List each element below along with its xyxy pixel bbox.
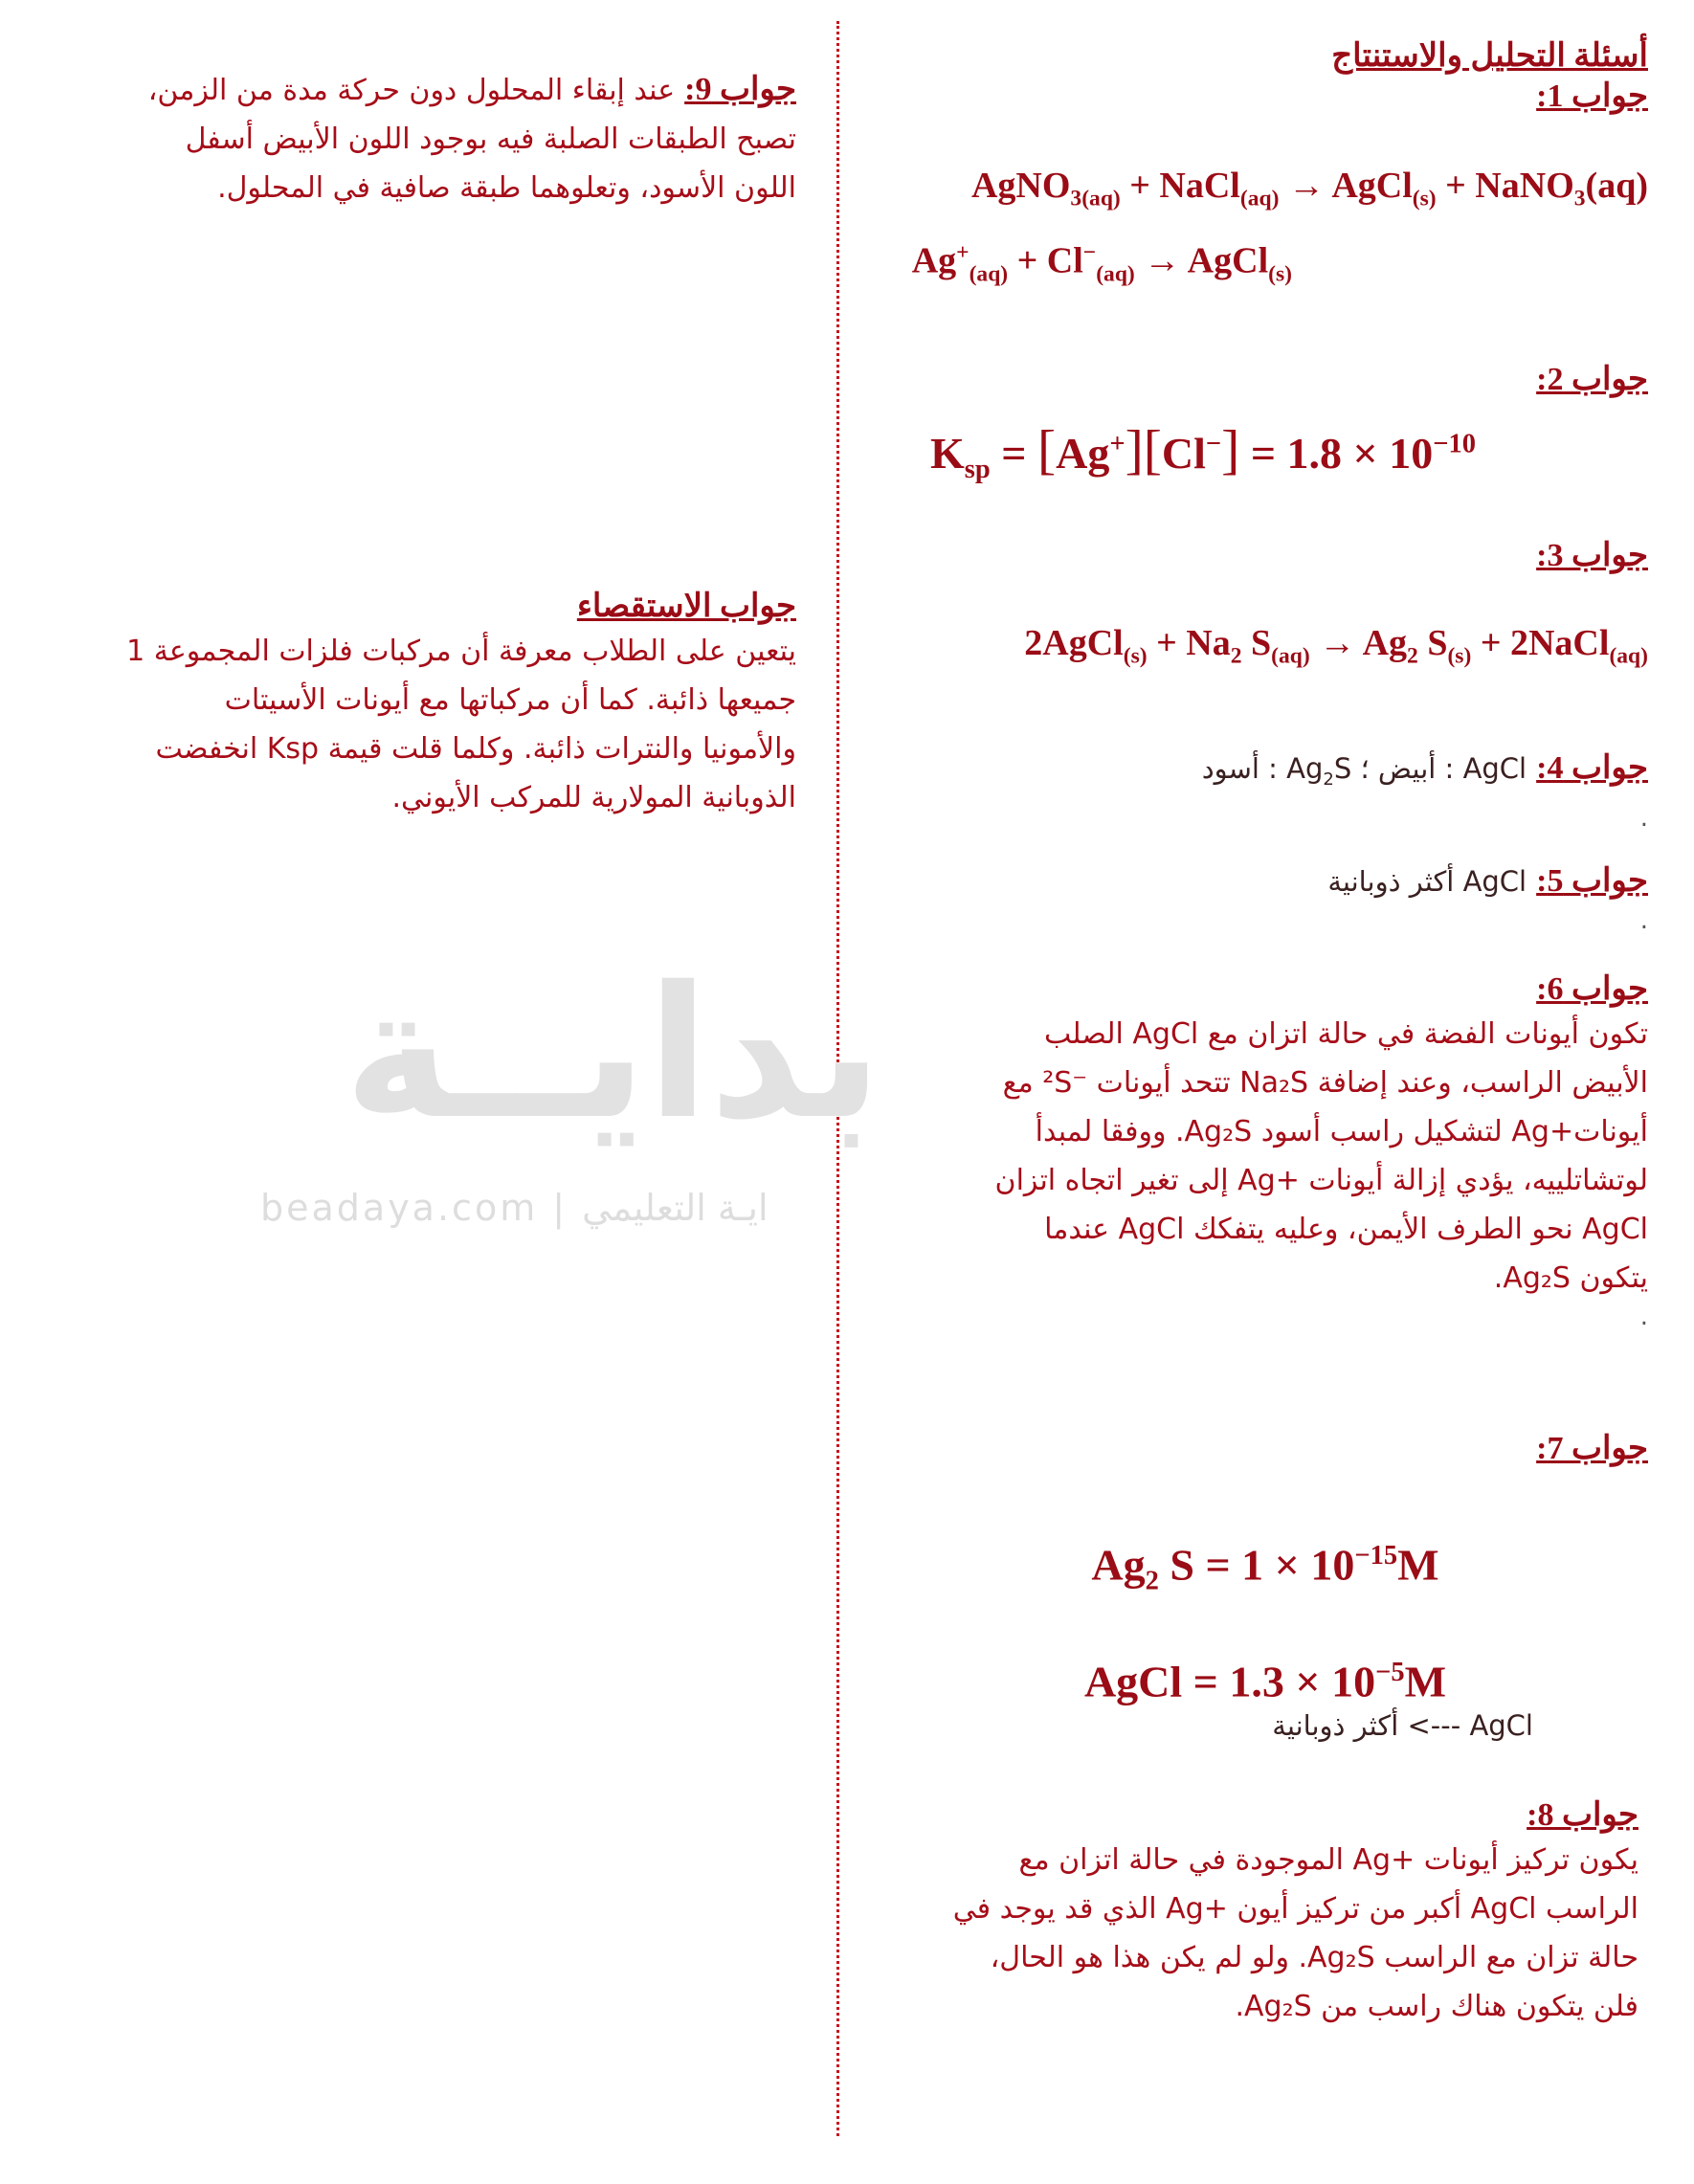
section-title: أسئلة التحليل والاستنتاج (1331, 38, 1648, 74)
answer-6 (844, 969, 1648, 1331)
answer-5-label: جواب 5: (1536, 863, 1648, 899)
answer-4-label: جواب 4: (1536, 750, 1648, 786)
answer-7-equation-1: $Ag_2$ $S = 1 \times 10^{-15}M$ (1091, 1540, 1439, 1596)
answer-8-line: حالة تزان مع الراسب Ag₂S. ولو لم يكن هذا هو الحال، (990, 1941, 1638, 1974)
answer-7-note: AgCl ---> أكثر ذوبانية (1272, 1709, 1533, 1742)
answer-9-line: عند إبقاء المحلول دون حركة مدة من الزمن، (147, 74, 676, 107)
answer-6-line: الأبيض الراسب، وعند إضافة Na₂S تتحد أيونات ⁻²S مع (1002, 1066, 1648, 1100)
separator-dot: . (1639, 906, 1648, 935)
answer-6-line: يتكون Ag₂S. (1493, 1261, 1648, 1295)
inquiry-line: والأمونيا والنترات ذائبة. وكلما قلت قيمة Ksp انخفضت (155, 732, 796, 766)
answer-7-label: جواب 7: (1536, 1431, 1648, 1466)
answer-8-line: فلن يتكون هناك راسب من Ag₂S. (1235, 1990, 1638, 2023)
answer-8-line: الراسب AgCl أكبر من تركيز أيون +Ag الذي قد يوجد في (952, 1892, 1638, 1926)
answer-9-line: اللون الأسود، وتعلوهما طبقة صافية في المحلول. (217, 171, 796, 205)
answer-5-text: AgCl أكثر ذوبانية (1327, 865, 1527, 898)
answer-6-line: أيونات+Ag لتشكيل راسب أسود Ag₂S. ووفقا لمبدأ (1035, 1115, 1648, 1148)
watermark-logo-text: بدايــة (344, 947, 882, 1159)
separator-dot: . (1639, 1303, 1648, 1331)
answer-7-equation-2: AgCl = $1.3 \times 10^{-5}M$ (1083, 1656, 1447, 1705)
answer-6-line: لوتشاتلييه، يؤدي إزالة أيونات +Ag إلى تغير اتجاه اتزان (994, 1164, 1648, 1197)
inquiry-answer (31, 587, 796, 822)
answer-3-label: جواب 3: (1536, 538, 1648, 573)
watermark (251, 947, 882, 1235)
inquiry-line: الذوبانية المولارية للمركب الأيوني. (391, 781, 796, 814)
answer-5 (844, 858, 1648, 935)
answer-1-equations (844, 159, 1648, 301)
inquiry-line: جميعها ذائبة. كما أن مركباتها مع أيونات الأسيتات (224, 683, 796, 717)
answer-7-equations (844, 1510, 1648, 1727)
inquiry-label: جواب الاستقصاء (576, 589, 796, 624)
answer-9-label: جواب 9: (684, 72, 796, 107)
answer-2-label: جواب 2: (1536, 362, 1648, 397)
answer-1-equation-2: $Ag^+_{(aq)} + Cl^-_{(aq)}$ → AgCl$_{(s)}$ (911, 239, 1292, 286)
watermark-url: beadaya.com | ايـة التعليمي (260, 1187, 769, 1229)
inquiry-line: يتعين على الطلاب معرفة أن مركبات فلزات المجموعة 1 (126, 635, 796, 668)
answer-6-line: AgCl نحو الطرف الأيمن، وعليه يتفكك AgCl عندما (1044, 1213, 1648, 1246)
answer-8-line: يكون تركيز أيونات +Ag الموجودة في حالة اتزان مع (1018, 1843, 1638, 1877)
separator-dot: . (1639, 803, 1648, 833)
answer-1-equation-1: AgNO$_{3(aq)}$ + NaCl$_{(aq)}$ → AgCl$_{(s)}$ + NaNO$_3$(aq) (970, 166, 1648, 212)
answer-4-text: AgCl : أبيض ؛ $Ag_2S$ : أسود (1201, 752, 1527, 790)
answer-9 (31, 65, 796, 212)
answer-4 (844, 745, 1648, 833)
answer-2-equation: $K_{sp} = [Ag^+][Cl^-] = 1.8 \times 10^{-10}$ (929, 420, 1477, 485)
answer-8-label: جواب 8: (1527, 1797, 1638, 1833)
answer-6-label: جواب 6: (1536, 971, 1648, 1007)
answer-3-equation: 2AgCl$_{(s)}$ + $Na_2$ $S_{(aq)} \to Ag_2$ $S_{(s)}$ + 2NaCl$_{(aq)}$ (1024, 623, 1648, 669)
answer-8 (844, 1795, 1648, 2031)
answer-6-line: تكون أيونات الفضة في حالة اتزان مع AgCl الصلب (1043, 1017, 1648, 1051)
answer-9-line: تصبح الطبقات الصلبة فيه بوجود اللون الأبيض أسفل (185, 123, 796, 156)
answer-1-label: جواب 1: (1536, 78, 1648, 114)
